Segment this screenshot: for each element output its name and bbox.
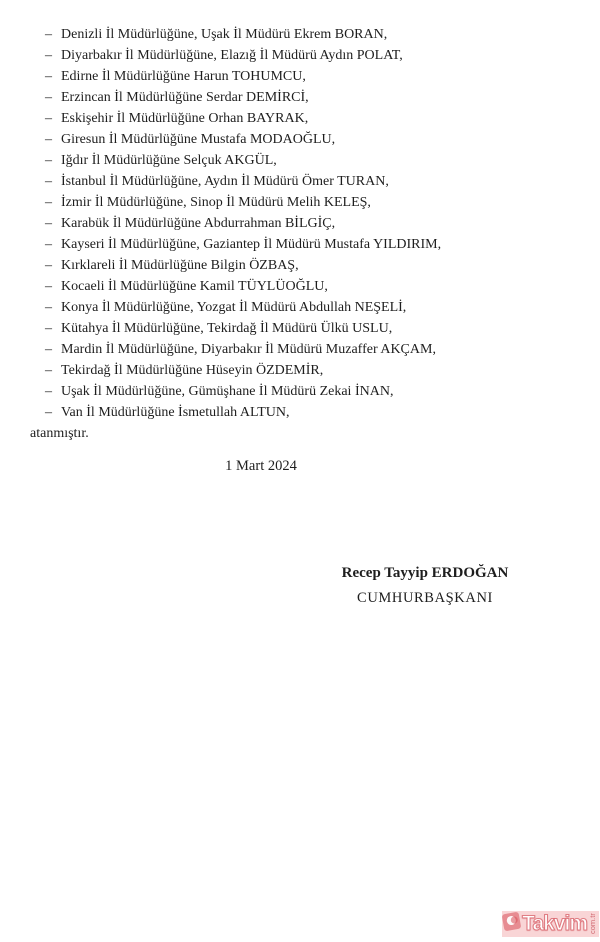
list-item <box>30 381 570 402</box>
dash-bullet: – <box>45 279 52 294</box>
dash-bullet: – <box>45 321 52 336</box>
dash-bullet: – <box>45 132 52 147</box>
list-item <box>30 45 570 66</box>
dash-bullet: – <box>45 300 52 315</box>
list-item-text: Kütahya İl Müdürlüğüne, Tekirdağ İl Müdürü Ülkü USLU, <box>61 321 393 336</box>
dash-bullet: – <box>45 195 52 210</box>
dash-bullet: – <box>45 27 52 42</box>
dash-bullet: – <box>45 342 52 357</box>
list-item-text: Van İl Müdürlüğüne İsmetullah ALTUN, <box>61 405 290 420</box>
list-item-text: Kayseri İl Müdürlüğüne, Gaziantep İl Müdürü Mustafa YILDIRIM, <box>61 237 442 252</box>
list-item-text: Edirne İl Müdürlüğüne Harun TOHUMCU, <box>61 69 306 84</box>
dash-bullet: – <box>45 111 52 126</box>
list-item <box>30 234 570 255</box>
list-item <box>30 276 570 297</box>
list-item <box>30 192 570 213</box>
dash-bullet: – <box>45 153 52 168</box>
list-item <box>30 339 570 360</box>
list-item-text: Iğdır İl Müdürlüğüne Selçuk AKGÜL, <box>61 153 277 168</box>
list-item-text: Erzincan İl Müdürlüğüne Serdar DEMİRCİ, <box>61 90 309 105</box>
document-date: 1 Mart 2024 <box>225 458 297 474</box>
list-item <box>30 87 570 108</box>
dash-bullet: – <box>45 405 52 420</box>
dash-bullet: – <box>45 258 52 273</box>
dash-bullet: – <box>45 48 52 63</box>
list-item <box>30 360 570 381</box>
list-item-text: Tekirdağ İl Müdürlüğüne Hüseyin ÖZDEMİR, <box>61 363 324 378</box>
list-item <box>30 171 570 192</box>
signatory-name: Recep Tayyip ERDOĞAN <box>341 565 509 581</box>
dash-bullet: – <box>45 216 52 231</box>
list-item-text: Eskişehir İl Müdürlüğüne Orhan BAYRAK, <box>61 111 309 126</box>
list-item <box>30 24 570 45</box>
signatory-title: CUMHURBAŞKANI <box>357 590 493 606</box>
list-item <box>30 297 570 318</box>
list-item-text: Konya İl Müdürlüğüne, Yozgat İl Müdürü Abdullah NEŞELİ, <box>61 300 407 315</box>
takvim-logo-icon <box>502 911 522 931</box>
closing-statement: atanmıştır. <box>30 426 89 441</box>
list-item <box>30 402 570 423</box>
list-item-text: Diyarbakır İl Müdürlüğüne, Elazığ İl Müdürü Aydın POLAT, <box>61 48 403 63</box>
list-item <box>30 213 570 234</box>
takvim-brand-text: Takvim <box>522 912 587 935</box>
list-item-text: Kocaeli İl Müdürlüğüne Kamil TÜYLÜOĞLU, <box>61 279 328 294</box>
list-item <box>30 150 570 171</box>
takvim-domain-suffix: com.tr <box>588 913 597 935</box>
list-item-text: Giresun İl Müdürlüğüne Mustafa MODAOĞLU, <box>61 132 336 147</box>
list-item-text: Denizli İl Müdürlüğüne, Uşak İl Müdürü Ekrem BORAN, <box>61 27 388 42</box>
list-item <box>30 129 570 150</box>
dash-bullet: – <box>45 363 52 378</box>
list-item-text: İstanbul İl Müdürlüğüne, Aydın İl Müdürü Ömer TURAN, <box>61 174 389 189</box>
list-item <box>30 108 570 129</box>
takvim-watermark <box>502 911 599 937</box>
dash-bullet: – <box>45 174 52 189</box>
dash-bullet: – <box>45 237 52 252</box>
dash-bullet: – <box>45 69 52 84</box>
dash-bullet: – <box>45 384 52 399</box>
list-item <box>30 255 570 276</box>
dash-bullet: – <box>45 90 52 105</box>
list-item <box>30 66 570 87</box>
list-item-text: Mardin İl Müdürlüğüne, Diyarbakır İl Müdürü Muzaffer AKÇAM, <box>61 342 436 357</box>
list-item-text: Karabük İl Müdürlüğüne Abdurrahman BİLGİÇ, <box>61 216 336 231</box>
list-item-text: İzmir İl Müdürlüğüne, Sinop İl Müdürü Melih KELEŞ, <box>61 195 371 210</box>
list-item <box>30 318 570 339</box>
signature-block <box>315 564 535 607</box>
list-item-text: Uşak İl Müdürlüğüne, Gümüşhane İl Müdürü Zekai İNAN, <box>61 384 394 399</box>
list-item-text: Kırklareli İl Müdürlüğüne Bilgin ÖZBAŞ, <box>61 258 299 273</box>
